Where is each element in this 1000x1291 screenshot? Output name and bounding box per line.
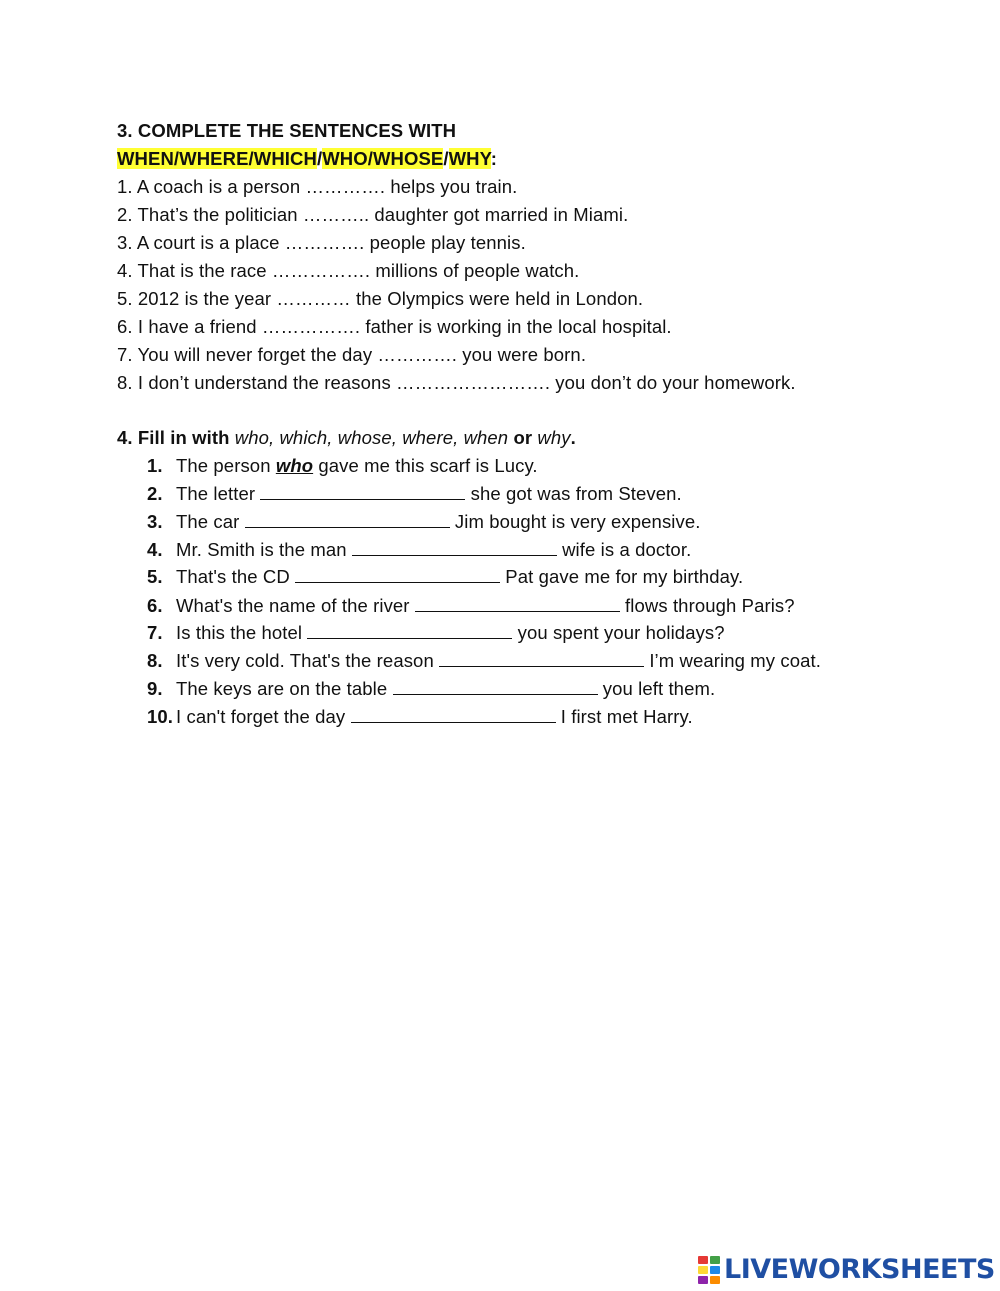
section4-title-words: who, which, whose, where, when — [234, 427, 509, 448]
section4-title-why: why — [537, 427, 571, 448]
section4-title-lead: 4. Fill in with — [117, 427, 235, 448]
answer-blank[interactable] — [351, 704, 556, 723]
item-text-before: It's very cold. That's the reason — [176, 650, 440, 671]
item-number: 1. — [147, 455, 163, 476]
section3-sentence-2: 2. That’s the politician ……….. daughter got married in Miami. — [117, 204, 629, 225]
section4-item-3 — [147, 509, 700, 535]
answer-blank[interactable] — [393, 676, 598, 695]
section4-item-7 — [147, 620, 725, 646]
answer-blank[interactable] — [307, 620, 512, 639]
item-number: 8. — [147, 650, 163, 671]
section3-sentence-1: 1. A coach is a person …………. helps you train. — [117, 176, 518, 197]
item-text-before: What's the name of the river — [176, 595, 415, 616]
highlight-why: WHY — [448, 148, 491, 169]
liveworksheets-logo[interactable] — [697, 1253, 995, 1287]
logo-text: LIVEWORKSHEETS — [724, 1254, 995, 1285]
item-number: 4. — [147, 539, 163, 560]
item-text-after: gave me this scarf is Lucy. — [313, 455, 538, 476]
separator: / — [443, 148, 449, 169]
answer-blank[interactable] — [245, 509, 450, 528]
item-text-before: The person — [176, 455, 276, 476]
section4-item-4 — [147, 537, 691, 563]
section4-title-or: or — [508, 427, 538, 448]
answer-blank[interactable] — [260, 481, 465, 500]
liveworksheets-blocks-icon — [697, 1255, 721, 1285]
section4-item-2 — [147, 481, 682, 507]
item-number: 6. — [147, 595, 163, 616]
section4-item-6 — [147, 593, 795, 619]
item-text-after: Pat gave me for my birthday. — [500, 566, 744, 587]
section3-sentence-6: 6. I have a friend ……………. father is working in the local hospital. — [117, 316, 672, 337]
item-text-after: you left them. — [597, 678, 716, 699]
item-text-before: The letter — [176, 483, 261, 504]
item-text-before: Mr. Smith is the man — [176, 539, 352, 560]
answer-blank[interactable] — [415, 593, 620, 612]
section4-example-item — [147, 453, 538, 479]
section3-sentence-4: 4. That is the race ……………. millions of people watch. — [117, 260, 580, 281]
answer-blank[interactable] — [439, 648, 644, 667]
item-text-after: I first met Harry. — [555, 706, 693, 727]
section4-title-end: . — [570, 427, 576, 448]
item-text-after: she got was from Steven. — [465, 483, 682, 504]
item-text-after: flows through Paris? — [619, 595, 795, 616]
item-text-before: The car — [176, 511, 245, 532]
section4-item-5 — [147, 564, 743, 590]
item-text-after: you spent your holidays? — [512, 622, 725, 643]
item-text-after: I’m wearing my coat. — [644, 650, 821, 671]
item-number: 9. — [147, 678, 163, 699]
item-number: 7. — [147, 622, 163, 643]
section4-title — [117, 425, 576, 451]
section3-word-list — [117, 146, 497, 172]
answer-blank[interactable] — [295, 564, 500, 583]
item-number: 10. — [147, 706, 174, 727]
section3-sentence-3: 3. A court is a place …………. people play tennis. — [117, 232, 526, 253]
section4-item-9 — [147, 676, 715, 702]
section3-sentence-7: 7. You will never forget the day …………. you were born. — [117, 344, 587, 365]
section4-item-8 — [147, 648, 821, 674]
separator: / — [316, 148, 323, 169]
item-text-before: The keys are on the table — [176, 678, 393, 699]
colon: : — [490, 148, 497, 169]
item-text-after: wife is a doctor. — [556, 539, 692, 560]
item-number: 5. — [147, 566, 163, 587]
item-text-after: Jim bought is very expensive. — [449, 511, 701, 532]
example-answer: who — [275, 455, 314, 476]
highlight-when-where-which: WHEN/WHERE/WHICH — [117, 148, 317, 169]
item-text-before: Is this the hotel — [176, 622, 308, 643]
item-number: 3. — [147, 511, 163, 532]
section3-sentence-5: 5. 2012 is the year ………… the Olympics were held in London. — [117, 288, 644, 309]
item-text-before: That's the CD — [176, 566, 296, 587]
answer-blank[interactable] — [352, 537, 557, 556]
section3-title: 3. COMPLETE THE SENTENCES WITH — [117, 120, 457, 141]
section3-sentence-8: 8. I don’t understand the reasons ……………………. you don’t do your homework. — [117, 372, 796, 393]
item-text-before: I can't forget the day — [176, 706, 351, 727]
item-number: 2. — [147, 483, 163, 504]
highlight-who-whose: WHO/WHOSE — [322, 148, 444, 169]
section4-item-10 — [147, 704, 693, 730]
